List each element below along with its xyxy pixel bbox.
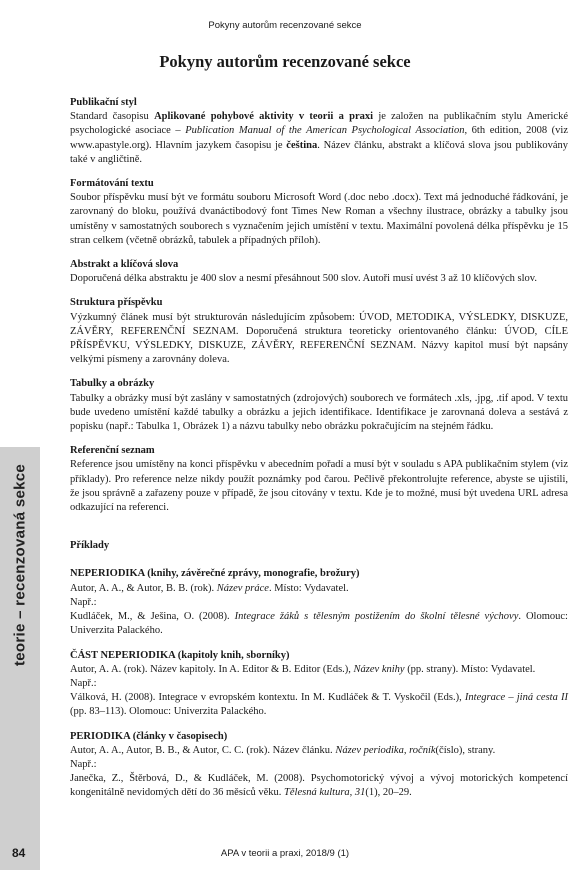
section-structure [70, 296, 568, 367]
example-napr: Např.: [70, 596, 97, 608]
example-citation: Válková, H. (2008). Integrace v evropském kontextu. In M. Kudláček & T. Vyskočil (Eds.), Integrace – jiná cesta II (pp. 83–113). Olomouc: Univerzita Palackého. [70, 692, 568, 718]
example-citation: Kudláček, M., & Ješina, O. (2008). Integrace žáků s tělesným postižením do školní tělesné výchovy. Olomouc: Univerzita Palackého. [70, 611, 568, 637]
examples-heading: Příklady [70, 540, 110, 552]
section-text: Doporučená délka abstraktu je 400 slov a nesmí přesáhnout 500 slov. Autoři musí uvést 3 až 10 klíčových slov. [70, 273, 537, 285]
section-heading: Struktura příspěvku [70, 297, 163, 309]
page-number: 84 [12, 846, 26, 860]
section-heading: Abstrakt a klíčová slova [70, 259, 179, 271]
section-text: Reference jsou umístěny na konci příspěvku v abecedním pořadí a musí být v souladu s APA publikačním stylem (viz příklady). Pro reference nelze nikdy použít poznámky pod čarou. Pečlivě překontrolujte reference, abyste se ujistili, že jsou správně a zařazeny pouze v případě, že jsou citovány v textu. Kde je to možné, musí být uvedena URL adresa odkazující na referenci. [70, 459, 568, 514]
running-header: Pokyny autorům recenzované sekce [208, 20, 362, 31]
example-citation: Janečka, Z., Štěrbová, D., & Kudláček, M. (2008). Psychomotorický vývoj a vývoj motorických kompetencí kongenitálně nevidomých dětí do 36 měsíců věku. Tělesná kultura, 31(1), 20–29. [70, 773, 568, 799]
section-heading: Tabulky a obrázky [70, 378, 155, 390]
example-pattern: Autor, A. A., Autor, B. B., & Autor, C. C. (rok). Název článku. Název periodika, ročník(číslo), strany. [70, 744, 496, 756]
example-part [70, 649, 568, 720]
example-heading: ČÁST NEPERIODIKA (kapitoly knih, sborníky) [70, 649, 290, 661]
example-napr: Např.: [70, 677, 97, 689]
example-periodic [70, 730, 568, 801]
example-napr: Např.: [70, 758, 97, 770]
example-nonperiodic [70, 567, 568, 638]
section-heading: Publikační styl [70, 97, 137, 108]
section-text: Standard časopisu Aplikované pohybové aktivity v teorii a praxi je založen na publikačním stylu Americké psychologické asociace – Publication Manual of the American Psychological Association, 6th edition, 2008 (viz www.apastyle.org). Hlavním jazykem časopisu je čeština. Název článku, abstrakt a klíčová slova jsou publikovány také v angličtině. [70, 111, 569, 165]
example-pattern: Autor, A. A. (rok). Název kapitoly. In A. Editor & B. Editor (Eds.), Název knihy (pp. strany). Místo: Vydavatel. [70, 663, 536, 675]
section-text: Soubor příspěvku musí být ve formátu souboru Microsoft Word (.doc nebo .docx). Text má jednoduché řádkování, je zarovnaný do bloku, používá dvanáctibodový font Times New Roman a všechny ilustrace, obrázky a tabulky jsou umístěny v samostatných souborech s vyznačením jejich umístění v textu. Maximální povolená délka příspěvku je 15 stran celkem (včetně obrázků, tabulek a případných příloh). [70, 192, 568, 246]
section-tables [70, 377, 568, 434]
example-heading: NEPERIODIKA (knihy, závěrečné zprávy, monografie, brožury) [70, 568, 360, 580]
example-pattern: Autor, A. A., & Autor, B. B. (rok). Název práce. Místo: Vydavatel. [70, 582, 349, 594]
page-title: Pokyny autorům recenzované sekce [159, 52, 411, 71]
page-footer: APA v teorii a praxi, 2018/9 (1) [220, 848, 350, 859]
section-publication-style [70, 96, 568, 167]
section-heading: Referenční seznam [70, 445, 155, 457]
page-content [70, 96, 568, 811]
example-heading: PERIODIKA (články v časopisech) [70, 730, 228, 742]
section-text: Výzkumný článek musí být strukturován následujícím způsobem: ÚVOD, METODIKA, VÝSLEDKY, DISKUZE, ZÁVĚRY, REFERENČNÍ SEZNAM. Doporučená struktura teoreticky orientovaného článku: ÚVOD, CÍLE PŘÍSPĚVKU, VÝSLEDKY, DISKUZE, ZÁVĚRY, REFERENČNÍ SEZNAM. Názvy kapitol musí být napsány velkými písmeny a zarovnány doleva. [70, 311, 568, 366]
section-text-formatting [70, 177, 568, 248]
section-text: Tabulky a obrázky musí být zaslány v samostatných (zdrojových) souborech ve formátech .xls, .jpg, .tif apod. V textu bude uvedeno umístění každé tabulky a obrázku a jejich identifikace. Identifikace je zarovnaná doleva a sestává z popisku (např.: Tabulka 1, Obrázek 1) a názvu tabulky nebo obrázku pokračujícím na stejném řádku. [70, 392, 568, 433]
section-references [70, 444, 568, 515]
section-abstract [70, 258, 568, 286]
section-heading: Formátování textu [70, 178, 154, 190]
sidebar-label: teorie – recenzovaná sekce [11, 463, 29, 667]
